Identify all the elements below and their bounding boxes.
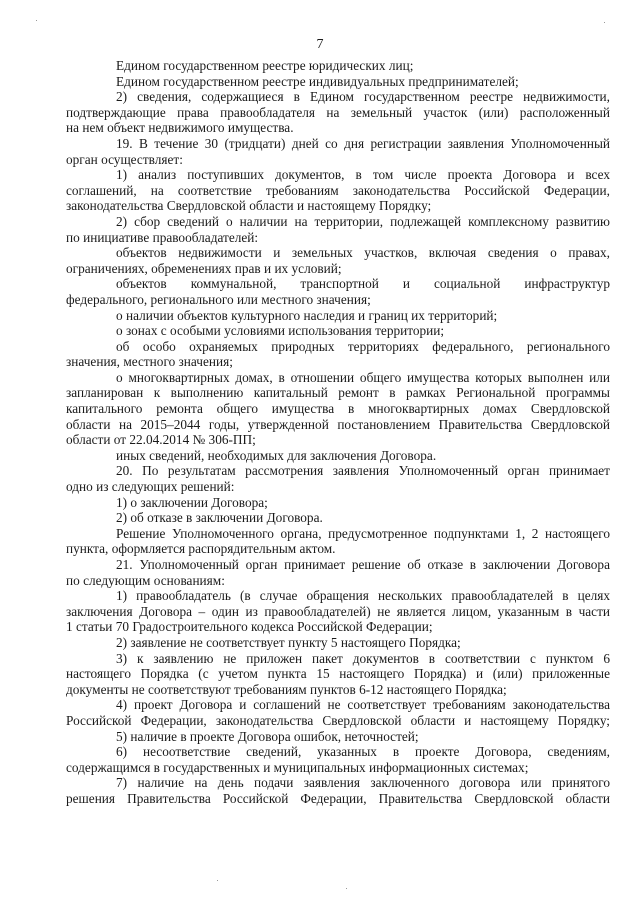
text-line: 20. По результатам рассмотрения заявления Уполномоченный орган принимает: [116, 463, 610, 479]
text-line: о наличии объектов культурного наследия и границ их территорий;: [116, 307, 498, 323]
text-line: документы не соответствуют требованиям пунктов 6-12 настоящего Порядка;: [66, 681, 507, 697]
text-line: Решение Уполномоченного органа, предусмотренное подпунктами 1, 2 настоящего: [116, 525, 610, 541]
text-line: 1 статьи 70 Градостроительного кодекса Российской Федерации;: [66, 619, 433, 635]
text-line: 1) о заключении Договора;: [116, 494, 268, 510]
text-line: по следующим основаниям:: [66, 572, 225, 588]
text-line: заключения Договора – один из правообладателей) не является лицом, указанным в части: [66, 603, 610, 619]
text-line: законодательства Свердловской области и настоящему Порядку;: [66, 198, 432, 214]
text-line: объектов недвижимости и земельных участков, включая сведения о правах,: [116, 245, 610, 261]
text-line: по инициативе правообладателей:: [66, 229, 259, 245]
text-line: орган осуществляет:: [66, 151, 183, 167]
scan-speck: [346, 888, 347, 889]
text-line: на нем объект недвижимого имущества.: [66, 120, 294, 136]
text-line: 21. Уполномоченный орган принимает решение об отказе в заключении Договора: [116, 557, 610, 572]
document-body: [66, 58, 610, 807]
text-line: значения, местного значения;: [66, 354, 233, 370]
page-number: 7: [316, 37, 324, 52]
text-line: подтверждающие права правообладателя на земельный участок (или) расположенный: [66, 104, 610, 120]
text-line: Российской Федерации, законодательства Свердловской области и настоящему Порядку;: [66, 712, 610, 728]
text-line: запланирован к выполнению капитальный ремонт в рамках Региональной программы: [66, 385, 610, 401]
text-line: о многоквартирных домах, в отношении общего имущества которых выполнен или: [116, 369, 610, 385]
scan-speck: [604, 22, 605, 23]
text-line: об особо охраняемых природных территориях федерального, регионального: [116, 338, 610, 354]
text-line: 2) сбор сведений о наличии на территории, подлежащей комплексному развитию: [116, 213, 610, 229]
text-line: пункта, оформляется распорядительным актом.: [66, 541, 336, 557]
text-line: области от 22.04.2014 № 306-ПП;: [66, 432, 256, 448]
text-line: 6) несоответствие сведений, указанных в проекте Договора, сведениям,: [116, 744, 610, 760]
text-line: капитального ремонта общего имущества в многоквартирных домах Свердловской: [66, 401, 610, 417]
text-line: о зонах с особыми условиями использования территории;: [116, 323, 445, 339]
text-line: содержащимся в государственных и муниципальных информационных системах;: [66, 759, 529, 775]
text-line: одно из следующих решений:: [66, 479, 235, 495]
text-line: 4) проект Договора и соглашений не соответствует требованиям законодательства: [116, 697, 610, 713]
text-line: 2) об отказе в заключении Договора.: [116, 510, 323, 526]
text-line: ограничениях, обременениях прав и их условий;: [66, 260, 342, 276]
text-line: настоящего Порядка (с учетом пункта 15 настоящего Порядка) и (или) приложенные: [66, 666, 610, 682]
text-line: 1) правообладатель (в случае обращения нескольких правообладателей в целях: [116, 588, 610, 604]
text-line: области на 2015–2044 годы, утвержденной постановлением Правительства Свердловской: [66, 416, 610, 432]
text-line: 2) заявление не соответствует пункту 5 настоящего Порядка;: [116, 634, 461, 650]
text-line: объектов коммунальной, транспортной и социальной инфраструктур: [116, 276, 610, 292]
text-line: 3) к заявлению не приложен пакет документов в соответствии с пунктом 6: [116, 650, 610, 666]
text-line: 2) сведения, содержащиеся в Едином государственном реестре недвижимости,: [116, 89, 610, 105]
text-line: 5) наличие в проекте Договора ошибок, неточностей;: [116, 728, 419, 744]
scan-speck: [36, 20, 37, 21]
text-line: 19. В течение 30 (тридцати) дней со дня регистрации заявления Уполномоченный: [116, 135, 610, 151]
text-line: Едином государственном реестре юридических лиц;: [116, 58, 414, 73]
text-line: 7) наличие на день подачи заявления заключенного договора или принятого: [116, 775, 610, 791]
scan-speck: [217, 880, 218, 881]
text-line: Едином государственном реестре индивидуальных предпринимателей;: [116, 73, 519, 89]
text-line: 1) анализ поступивших документов, в том числе проекта Договора и всех: [116, 167, 610, 183]
text-line: иных сведений, необходимых для заключения Договора.: [116, 447, 437, 463]
text-line: федерального, регионального или местного значения;: [66, 291, 371, 307]
text-line: соглашений, на соответствие требованиям законодательства Российской Федерации,: [66, 182, 610, 198]
text-line: решения Правительства Российской Федерации, Правительства Свердловской области: [66, 790, 610, 806]
